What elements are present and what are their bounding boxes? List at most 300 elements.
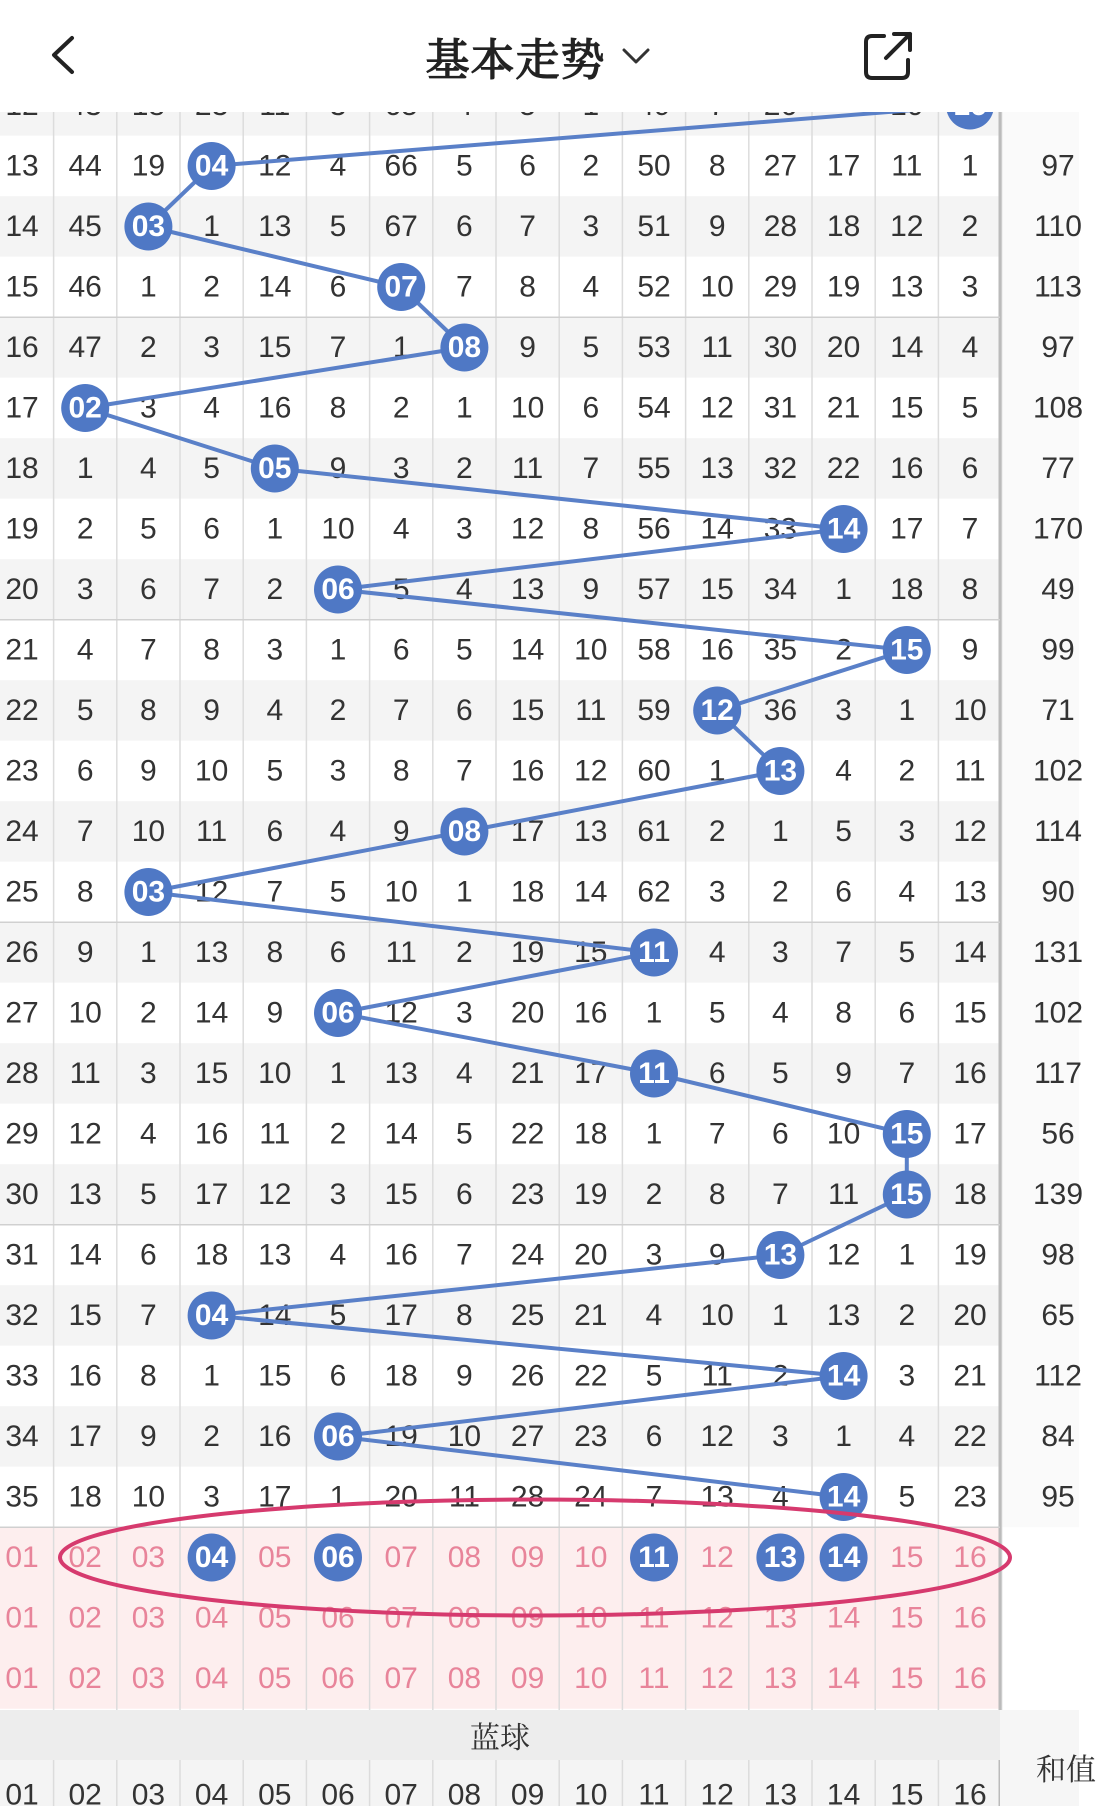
trend-cell: 57 — [637, 573, 671, 606]
predict-cell[interactable]: 07 — [384, 1662, 418, 1695]
sum-value: 102 — [1032, 996, 1084, 1030]
predict-cell[interactable]: 09 — [510, 1541, 545, 1574]
predict-cell[interactable]: 03 — [131, 1541, 166, 1574]
blue-ball-number: 11 — [638, 1778, 670, 1806]
trend-cell: 4 — [898, 875, 916, 909]
predict-cell[interactable]: 07 — [384, 1541, 418, 1574]
sum-value: 102 — [1032, 754, 1084, 788]
predict-cell[interactable]: 03 — [131, 1601, 166, 1635]
trend-ball-label: 07 — [384, 270, 418, 304]
predict-cell[interactable]: 10 — [574, 1541, 608, 1574]
trend-cell: 18 — [890, 573, 924, 606]
trend-cell: 10 — [321, 512, 355, 546]
trend-cell: 8 — [266, 936, 284, 969]
trend-cell: 1 — [140, 936, 157, 969]
trend-cell: 1 — [140, 270, 157, 304]
predict-cell[interactable]: 11 — [638, 1662, 670, 1695]
predict-cell[interactable]: 09 — [510, 1601, 545, 1635]
trend-cell: 12 — [574, 754, 608, 788]
trend-cell: 16 — [258, 391, 292, 425]
trend-cell: 4 — [456, 1057, 473, 1090]
trend-cell: 7 — [76, 815, 94, 848]
trend-cell: 7 — [772, 1178, 789, 1211]
trend-cell: 9 — [392, 815, 410, 848]
trend-cell: 52 — [637, 270, 671, 304]
trend-cell: 19 — [826, 270, 861, 304]
trend-cell: 19 — [131, 149, 166, 183]
trend-cell: 10 — [384, 875, 418, 909]
predict-cell[interactable]: 12 — [700, 1601, 734, 1635]
trend-cell: 17 — [826, 149, 861, 183]
trend-cell: 17 — [194, 1178, 229, 1211]
sum-value: 84 — [1041, 1420, 1075, 1453]
predict-cell[interactable]: 15 — [890, 1601, 924, 1635]
trend-cell: 33 — [763, 512, 798, 546]
trend-cell: 7 — [645, 1480, 663, 1514]
trend-cell: 13 — [510, 573, 545, 606]
predict-cell[interactable]: 08 — [447, 1662, 482, 1695]
trend-cell: 20 — [953, 1299, 987, 1332]
predict-cell[interactable]: 13 — [763, 1601, 798, 1635]
sum-value: 65 — [1041, 1299, 1075, 1332]
trend-cell: 16 — [384, 1238, 418, 1272]
trend-cell: 4 — [76, 633, 94, 667]
predict-cell[interactable]: 01 — [5, 1601, 39, 1635]
predict-cell[interactable]: 05 — [258, 1601, 292, 1635]
trend-cell: 13 — [68, 1178, 102, 1211]
blue-ball-number: 03 — [131, 1778, 166, 1806]
trend-cell: 27 — [510, 1420, 545, 1453]
trend-ball-label: 12 — [700, 694, 734, 727]
issue-number: 33 — [5, 1359, 39, 1393]
trend-cell: 2 — [898, 1299, 916, 1332]
trend-cell: 5 — [898, 1480, 916, 1514]
trend-cell: 17 — [953, 1117, 987, 1151]
trend-cell: 3 — [835, 694, 852, 727]
trend-cell: 12 — [384, 996, 418, 1030]
trend-cell: 2 — [203, 270, 220, 304]
trend-cell: 14 — [68, 1238, 102, 1272]
trend-cell: 3 — [203, 1480, 220, 1514]
trend-cell: 6 — [140, 573, 157, 606]
trend-cell: 3 — [140, 1057, 157, 1090]
predict-cell[interactable]: 02 — [68, 1601, 102, 1635]
trend-cell: 5 — [456, 633, 473, 667]
trend-cell: 3 — [582, 210, 600, 243]
predict-ball-label: 14 — [826, 1541, 861, 1574]
sum-value: 131 — [1032, 936, 1084, 969]
issue-number: 19 — [5, 512, 39, 546]
trend-cell: 1 — [76, 452, 94, 485]
issue-number: 35 — [5, 1480, 39, 1514]
blue-ball-number: 16 — [953, 1778, 987, 1806]
trend-cell: 2 — [140, 996, 157, 1030]
trend-ball-label: 04 — [194, 1299, 229, 1332]
trend-cell: 21 — [826, 391, 861, 425]
trend-cell: 3 — [898, 815, 916, 848]
predict-cell[interactable]: 01 — [5, 1541, 39, 1574]
trend-cell: 10 — [700, 1299, 734, 1332]
trend-cell: 6 — [961, 452, 979, 485]
trend-cell: 50 — [637, 149, 671, 183]
trend-cell: 2 — [456, 936, 473, 969]
trend-cell: 4 — [961, 331, 979, 364]
issue-number: 29 — [5, 1117, 39, 1151]
trend-cell: 12 — [68, 1117, 102, 1151]
trend-ball-label: 14 — [826, 1480, 861, 1514]
issue-number: 16 — [5, 331, 39, 364]
trend-cell: 8 — [582, 512, 600, 546]
predict-cell[interactable]: 01 — [5, 1662, 39, 1695]
trend-cell: 2 — [772, 875, 789, 909]
trend-cell: 6 — [708, 1057, 726, 1090]
trend-cell: 13 — [384, 1057, 418, 1090]
trend-cell: 8 — [140, 1359, 157, 1393]
trend-cell: 6 — [203, 512, 220, 546]
trend-cell: 2 — [456, 452, 473, 485]
trend-cell: 3 — [772, 936, 789, 969]
trend-cell: 9 — [76, 936, 94, 969]
trend-cell: 55 — [637, 452, 671, 485]
trend-cell: 2 — [392, 391, 410, 425]
trend-cell: 13 — [258, 210, 292, 243]
predict-cell[interactable]: 15 — [890, 1541, 924, 1574]
trend-cell: 5 — [708, 996, 726, 1030]
trend-cell: 11 — [891, 149, 923, 183]
trend-cell: 1 — [898, 1238, 916, 1272]
trend-cell: 8 — [961, 573, 979, 606]
trend-cell: 10 — [953, 694, 987, 727]
trend-cell: 7 — [582, 452, 600, 485]
trend-cell: 14 — [953, 936, 987, 969]
trend-ball-label: 15 — [890, 1178, 924, 1211]
trend-cell: 6 — [456, 210, 473, 243]
trend-cell: 1 — [456, 391, 473, 425]
trend-cell: 45 — [68, 210, 102, 243]
trend-cell: 3 — [898, 1359, 916, 1393]
blue-ball-number: 01 — [5, 1778, 39, 1806]
trend-cell: 6 — [835, 875, 852, 909]
trend-cell: 22 — [826, 452, 861, 485]
trend-cell: 20 — [826, 331, 861, 364]
issue-number: 20 — [5, 573, 39, 606]
trend-cell: 7 — [835, 936, 852, 969]
trend-cell: 1 — [392, 331, 410, 364]
trend-cell: 2 — [961, 210, 979, 243]
predict-ball-label: 13 — [763, 1541, 798, 1574]
trend-cell: 5 — [329, 1299, 347, 1332]
trend-cell: 10 — [447, 1420, 482, 1453]
trend-cell: 16 — [258, 1420, 292, 1453]
trend-cell: 13 — [700, 1480, 734, 1514]
sum-value: 56 — [1041, 1117, 1075, 1151]
predict-cell[interactable]: 05 — [258, 1541, 292, 1574]
trend-cell: 6 — [582, 391, 600, 425]
issue-number: 27 — [5, 996, 39, 1030]
predict-cell[interactable]: 16 — [953, 1662, 987, 1695]
trend-cell: 1 — [329, 633, 347, 667]
trend-cell: 7 — [708, 1117, 726, 1151]
trend-cell: 14 — [700, 512, 734, 546]
trend-cell: 47 — [68, 331, 102, 364]
blue-ball-number: 09 — [510, 1778, 545, 1806]
back-icon[interactable] — [40, 30, 90, 80]
trend-cell: 6 — [329, 936, 347, 969]
trend-cell: 51 — [637, 210, 671, 243]
trend-cell: 9 — [140, 1420, 157, 1453]
trend-cell: 8 — [519, 270, 536, 304]
blue-ball-label: 蓝球 — [470, 1722, 530, 1755]
trend-cell: 15 — [258, 331, 292, 364]
sum-value: 112 — [1034, 1359, 1082, 1393]
trend-ball-label: 06 — [321, 996, 355, 1030]
blue-ball-number: 08 — [447, 1778, 482, 1806]
trend-cell: 2 — [76, 512, 94, 546]
trend-cell: 9 — [329, 452, 347, 485]
trend-cell: 15 — [574, 936, 608, 969]
trend-cell: 14 — [890, 331, 924, 364]
trend-cell: 15 — [953, 996, 987, 1030]
issue-number: 23 — [5, 754, 39, 788]
predict-cell[interactable]: 03 — [131, 1662, 166, 1695]
predict-cell[interactable]: 04 — [194, 1662, 229, 1695]
trend-cell: 8 — [708, 149, 726, 183]
blue-ball-number: 14 — [826, 1778, 861, 1806]
trend-cell: 2 — [140, 331, 157, 364]
trend-cell: 16 — [700, 633, 734, 667]
trend-cell: 54 — [637, 391, 671, 425]
trend-cell: 5 — [582, 331, 600, 364]
predict-cell[interactable]: 05 — [258, 1662, 292, 1695]
trend-cell: 12 — [826, 1238, 861, 1272]
issue-number: 15 — [5, 270, 39, 304]
trend-cell: 10 — [194, 754, 229, 788]
trend-cell: 16 — [68, 1359, 102, 1393]
trend-cell: 4 — [392, 512, 410, 546]
predict-cell[interactable]: 16 — [953, 1541, 987, 1574]
trend-cell: 3 — [76, 573, 94, 606]
sum-value: 97 — [1041, 331, 1075, 364]
trend-cell: 4 — [140, 1117, 157, 1151]
trend-ball-label: 03 — [131, 875, 166, 909]
trend-cell: 11 — [954, 754, 986, 788]
predict-cell[interactable]: 12 — [700, 1541, 734, 1574]
trend-cell: 3 — [203, 331, 220, 364]
trend-cell: 12 — [700, 1420, 734, 1453]
trend-cell: 12 — [890, 210, 924, 243]
trend-cell: 2 — [772, 1359, 789, 1393]
trend-ball-label: 02 — [68, 391, 102, 425]
predict-cell[interactable]: 09 — [510, 1662, 545, 1695]
trend-cell: 11 — [448, 1480, 480, 1514]
trend-cell: 14 — [384, 1117, 418, 1151]
trend-cell: 20 — [574, 1238, 608, 1272]
trend-cell: 12 — [953, 815, 987, 848]
trend-cell: 26 — [510, 1359, 545, 1393]
trend-cell: 53 — [637, 331, 671, 364]
trend-cell: 10 — [131, 815, 166, 848]
share-external-icon[interactable] — [860, 28, 916, 84]
trend-cell: 18 — [826, 210, 861, 243]
predict-cell[interactable]: 02 — [68, 1662, 102, 1695]
sum-value: 114 — [1034, 815, 1082, 848]
trend-cell: 7 — [898, 1057, 916, 1090]
trend-cell: 17 — [890, 512, 924, 546]
sum-value: 98 — [1041, 1238, 1075, 1272]
trend-cell: 7 — [203, 573, 220, 606]
trend-cell: 5 — [140, 1178, 157, 1211]
trend-cell: 11 — [385, 936, 417, 969]
predict-cell[interactable]: 16 — [953, 1601, 987, 1635]
predict-cell[interactable]: 06 — [321, 1662, 355, 1695]
trend-cell: 9 — [140, 754, 157, 788]
trend-cell: 16 — [890, 452, 924, 485]
trend-cell: 23 — [574, 1420, 608, 1453]
trend-cell: 4 — [456, 573, 473, 606]
trend-cell: 22 — [510, 1117, 545, 1151]
predict-cell[interactable]: 14 — [826, 1662, 861, 1695]
predict-cell[interactable]: 07 — [384, 1601, 418, 1635]
trend-cell: 15 — [510, 694, 545, 727]
predict-cell[interactable]: 10 — [574, 1601, 608, 1635]
trend-ball-label: 04 — [194, 149, 229, 183]
trend-cell: 12 — [194, 875, 229, 909]
trend-cell: 1 — [203, 210, 220, 243]
trend-cell: 16 — [510, 754, 545, 788]
trend-cell: 8 — [140, 694, 157, 727]
blue-ball-number: 05 — [258, 1778, 292, 1806]
trend-cell: 4 — [140, 452, 157, 485]
trend-cell: 21 — [574, 1299, 608, 1332]
trend-cell: 13 — [194, 936, 229, 969]
issue-number: 34 — [5, 1420, 39, 1453]
chevron-down-icon[interactable] — [618, 44, 654, 68]
trend-cell: 6 — [266, 815, 284, 848]
predict-cell[interactable]: 04 — [194, 1601, 229, 1635]
trend-cell: 3 — [329, 754, 347, 788]
trend-cell: 4 — [203, 391, 220, 425]
issue-number: 28 — [5, 1057, 39, 1090]
trend-cell: 7 — [456, 1238, 473, 1272]
predict-cell[interactable]: 13 — [763, 1662, 798, 1695]
issue-number: 13 — [5, 149, 39, 183]
trend-cell: 4 — [266, 694, 284, 727]
predict-cell[interactable]: 02 — [68, 1541, 102, 1574]
trend-ball-label: 03 — [131, 210, 166, 243]
trend-cell: 13 — [890, 270, 924, 304]
trend-cell: 17 — [384, 1299, 418, 1332]
trend-cell: 7 — [961, 512, 979, 546]
predict-cell[interactable]: 15 — [890, 1662, 924, 1695]
trend-cell: 11 — [196, 815, 228, 848]
trend-cell: 21 — [510, 1057, 545, 1090]
predict-cell[interactable]: 06 — [321, 1601, 355, 1635]
trend-cell: 10 — [131, 1480, 166, 1514]
predict-cell[interactable]: 08 — [447, 1541, 482, 1574]
trend-cell: 17 — [510, 815, 545, 848]
trend-cell: 18 — [574, 1117, 608, 1151]
trend-cell: 18 — [194, 1238, 229, 1272]
trend-cell: 59 — [637, 694, 671, 727]
trend-cell: 16 — [574, 996, 608, 1030]
predict-cell[interactable]: 10 — [574, 1662, 608, 1695]
trend-cell: 4 — [329, 1238, 347, 1272]
trend-cell: 18 — [510, 875, 545, 909]
trend-cell: 1 — [835, 1420, 852, 1453]
predict-cell[interactable]: 12 — [700, 1662, 734, 1695]
trend-cell: 6 — [140, 1238, 157, 1272]
trend-cell: 5 — [329, 875, 347, 909]
trend-cell: 3 — [708, 875, 726, 909]
predict-cell[interactable]: 14 — [826, 1601, 861, 1635]
trend-cell: 6 — [898, 996, 916, 1030]
predict-cell[interactable]: 08 — [447, 1601, 482, 1635]
sum-value: 95 — [1041, 1480, 1075, 1514]
trend-cell: 3 — [645, 1238, 663, 1272]
trend-cell: 6 — [76, 754, 94, 788]
trend-cell: 56 — [637, 512, 671, 546]
trend-cell: 1 — [266, 512, 284, 546]
trend-cell: 19 — [510, 936, 545, 969]
sum-column-label: 和值 — [1036, 1754, 1096, 1787]
trend-cell: 5 — [203, 452, 220, 485]
trend-cell: 9 — [708, 210, 726, 243]
trend-cell: 2 — [266, 573, 284, 606]
trend-cell: 14 — [510, 633, 545, 667]
trend-cell: 66 — [384, 149, 418, 183]
trend-cell: 23 — [953, 1480, 987, 1514]
trend-cell: 15 — [194, 1057, 229, 1090]
page-title[interactable]: 基本走势 — [425, 36, 606, 85]
trend-cell: 10 — [826, 1117, 861, 1151]
blue-ball-number: 12 — [700, 1778, 734, 1806]
trend-cell: 9 — [266, 996, 284, 1030]
sum-value: 99 — [1041, 633, 1075, 667]
trend-cell: 15 — [384, 1178, 418, 1211]
trend-cell: 28 — [510, 1480, 545, 1514]
trend-cell: 12 — [258, 149, 292, 183]
trend-cell: 6 — [645, 1420, 663, 1453]
trend-cell: 10 — [700, 270, 734, 304]
trend-cell: 5 — [456, 1117, 473, 1151]
trend-cell: 3 — [329, 1178, 347, 1211]
trend-ball-label: 06 — [321, 1420, 355, 1453]
trend-cell: 24 — [574, 1480, 608, 1514]
trend-cell: 6 — [772, 1117, 789, 1151]
trend-cell: 8 — [76, 875, 94, 909]
trend-cell: 4 — [329, 149, 347, 183]
issue-number: 25 — [5, 875, 39, 909]
trend-cell: 5 — [392, 573, 410, 606]
trend-cell: 6 — [329, 1359, 347, 1393]
trend-ball-label: 14 — [826, 1359, 861, 1393]
trend-cell: 67 — [384, 210, 418, 243]
blue-ball-number: 15 — [890, 1778, 924, 1806]
trend-cell: 8 — [835, 996, 852, 1030]
trend-ball-label: 13 — [763, 754, 798, 788]
sum-value: 77 — [1041, 452, 1075, 485]
trend-cell: 12 — [510, 512, 545, 546]
trend-cell: 2 — [203, 1420, 220, 1453]
sum-value: 139 — [1032, 1178, 1084, 1211]
sum-value: 108 — [1032, 391, 1084, 425]
trend-cell: 44 — [68, 149, 102, 183]
trend-ball-label: 08 — [447, 331, 482, 364]
trend-cell: 2 — [708, 815, 726, 848]
blue-ball-number: 04 — [194, 1778, 229, 1806]
issue-number: 30 — [5, 1178, 39, 1211]
predict-cell[interactable]: 11 — [638, 1601, 670, 1635]
